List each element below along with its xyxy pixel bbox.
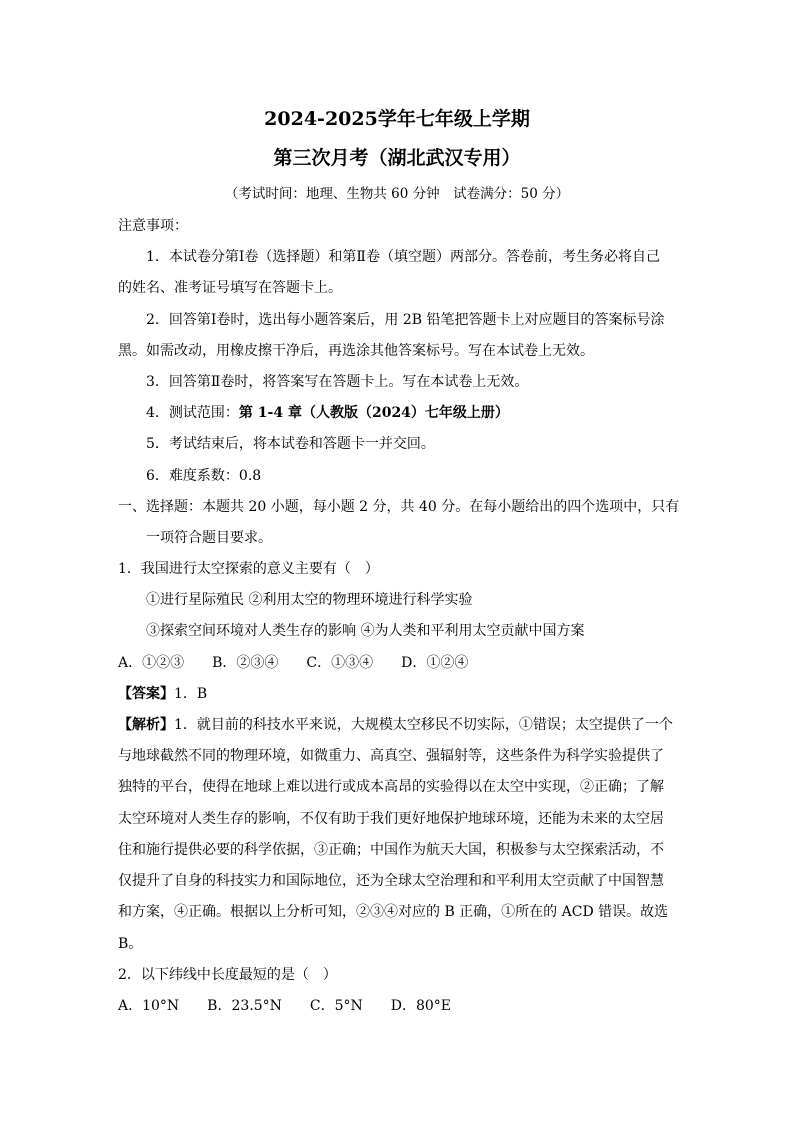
section-1-heading: 一、选择题：本题共 20 小题，每小题 2 分，共 40 分。在每小题给出的四个选项中，只有 — [118, 499, 680, 515]
question-1-stem: 1．我国进行太空探索的意义主要有（ ） — [118, 561, 379, 577]
analysis-text: 1．就目前的科技水平来说，大规模太空移民不切实际，①错误；太空提供了一个 — [174, 717, 673, 733]
notice-item-1b: 的姓名、准考证号填写在答题卡上。 — [118, 280, 342, 296]
question-2-choices: A．10°N B．23.5°N C．5°N D．80°E — [118, 998, 452, 1014]
notice-item-2a: 2．回答第Ⅰ卷时，选出每小题答案后，用 2B 铅笔把答题卡上对应题目的答案标号涂 — [146, 312, 665, 328]
question-1-options-line-1: ①进行星际殖民 ②利用太空的物理环境进行科学实验 — [146, 592, 473, 608]
question-1-analysis-line-2: 与地球截然不同的物理环境，如微重力、高真空、强辐射等，这些条件为科学实验提供了 — [118, 748, 664, 764]
question-1-analysis-line-8: B。 — [118, 936, 143, 952]
notice-item-4 — [146, 403, 509, 423]
question-1-analysis-line-7: 和方案，④正确。根据以上分析可知，②③④对应的 B 正确，①所在的 ACD 错误。故选 — [118, 904, 669, 920]
notice-item-4-prefix: 4．测试范围： — [146, 405, 239, 421]
notice-item-2b: 黑。如需改动，用橡皮擦干净后，再选涂其他答案标号。写在本试卷上无效。 — [118, 343, 594, 359]
notice-item-3: 3．回答第Ⅱ卷时，将答案写在答题卡上。写在本试卷上无效。 — [146, 374, 529, 390]
answer-label: 【答案】 — [118, 686, 174, 702]
section-1-heading-cont: 一项符合题目要求。 — [146, 530, 272, 546]
answer-value: 1．B — [174, 686, 208, 702]
exam-subtitle: 第三次月考（湖北武汉专用） — [273, 147, 521, 169]
question-2-stem: 2．以下纬线中长度最短的是（ ） — [118, 967, 337, 983]
exam-info: （考试时间：地理、生物共 60 分钟 试卷满分：50 分） — [224, 186, 570, 202]
question-1-choices: A．①②③ B．②③④ C．①③④ D．①②④ — [118, 655, 469, 671]
notice-item-1a: 1．本试卷分第Ⅰ卷（选择题）和第Ⅱ卷（填空题）两部分。答卷前，考生务必将自己 — [146, 249, 660, 265]
question-1-options-line-2: ③探索空间环境对人类生存的影响 ④为人类和平利用太空贡献中国方案 — [146, 623, 585, 639]
question-1-analysis-line-3: 独特的平台，使得在地球上难以进行或成本高昂的实验得以在太空中实现，②正确；了解 — [118, 779, 664, 795]
question-1-analysis-line-6: 仅提升了自身的科技实力和国际地位，还为全球太空治理和和平利用太空贡献了中国智慧 — [118, 873, 664, 889]
exam-title: 2024-2025学年七年级上学期 — [264, 108, 530, 130]
analysis-label: 【解析】 — [118, 717, 174, 733]
question-1-analysis-line-4: 太空环境对人类生存的影响，不仅有助于我们更好地保护地球环境，还能为未来的太空居 — [118, 811, 664, 827]
question-1-answer — [118, 684, 207, 704]
notice-heading: 注意事项： — [118, 218, 188, 234]
question-1-analysis-line-1 — [118, 715, 673, 735]
notice-item-5: 5．考试结束后，将本试卷和答题卡一并交回。 — [146, 436, 435, 452]
notice-item-6: 6．难度系数：0.8 — [146, 468, 262, 484]
notice-item-4-range: 第 1-4 章（人教版（2024）七年级上册） — [238, 405, 509, 421]
question-1-analysis-line-5: 住和施行提供必要的科学依据，③正确；中国作为航天大国，积极参与太空探索活动，不 — [118, 842, 664, 858]
